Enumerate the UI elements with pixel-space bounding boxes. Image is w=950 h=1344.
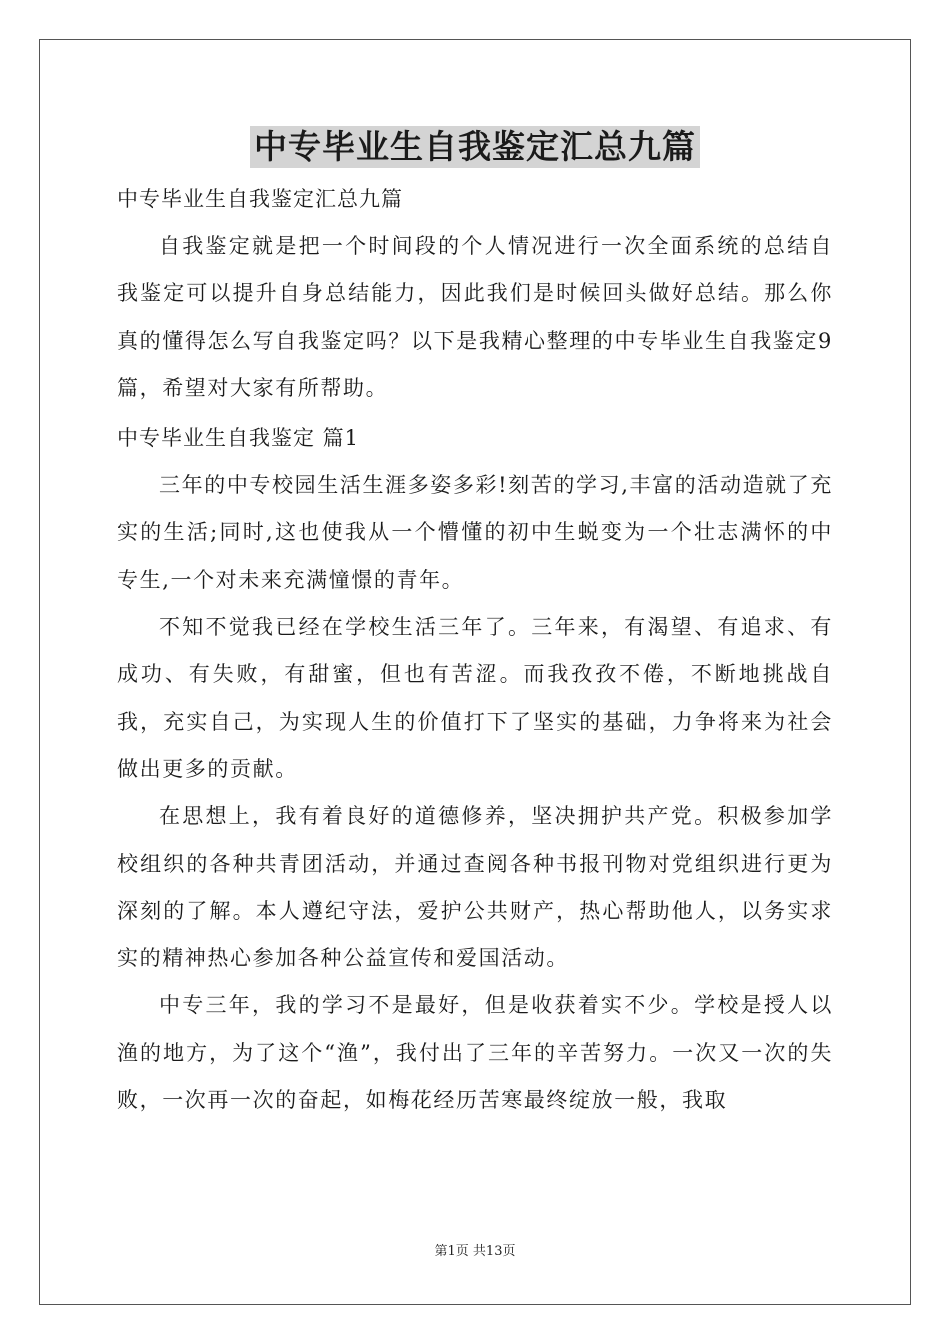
intro-paragraph: 自我鉴定就是把一个时间段的个人情况进行一次全面系统的总结自我鉴定可以提升自身总结能力，因此我们是时候回头做好总结。那么你真的懂得怎么写自我鉴定吗？以下是我精心整理的中专毕业生自我鉴定9篇，希望对大家有所帮助。 [117,234,833,400]
document-body [117,179,833,1124]
document-subtitle: 中专毕业生自我鉴定汇总九篇 [117,187,403,211]
section-heading: 中专毕业生自我鉴定 篇1 [117,426,360,451]
body-paragraph-3: 在思想上，我有着良好的道德修养，坚决拥护共产党。积极参加学校组织的各种共青团活动，并通过查阅各种书报刊物对党组织进行更为深刻的了解。本人遵纪守法，爱护公共财产，热心帮助他人，以务实求实的精神热心参加各种公益宣传和爱国活动。 [117,804,833,971]
page-footer: 第1页 共13页 [434,1244,516,1259]
document-title: 中专毕业生自我鉴定汇总九篇 [250,126,700,168]
title-container [0,126,950,168]
body-paragraph-2: 不知不觉我已经在学校生活三年了。三年来，有渴望、有追求、有成功、有失败，有甜蜜，但也有苦涩。而我孜孜不倦，不断地挑战自我，充实自己，为实现人生的价值打下了坚实的基础，力争将来为社会做出更多的贡献。 [117,615,833,781]
body-paragraph-4: 中专三年，我的学习不是最好，但是收获着实不少。学校是授人以渔的地方，为了这个“渔”，我付出了三年的辛苦努力。一次又一次的失败，一次再一次的奋起，如梅花经历苦寒最终绽放一般，我取 [117,993,833,1113]
body-paragraph-1: 三年的中专校园生活生涯多姿多彩!刻苦的学习,丰富的活动造就了充实的生活;同时,这也使我从一个懵懂的初中生蜕变为一个壮志满怀的中专生,一个对未来充满憧憬的青年。 [117,473,833,592]
